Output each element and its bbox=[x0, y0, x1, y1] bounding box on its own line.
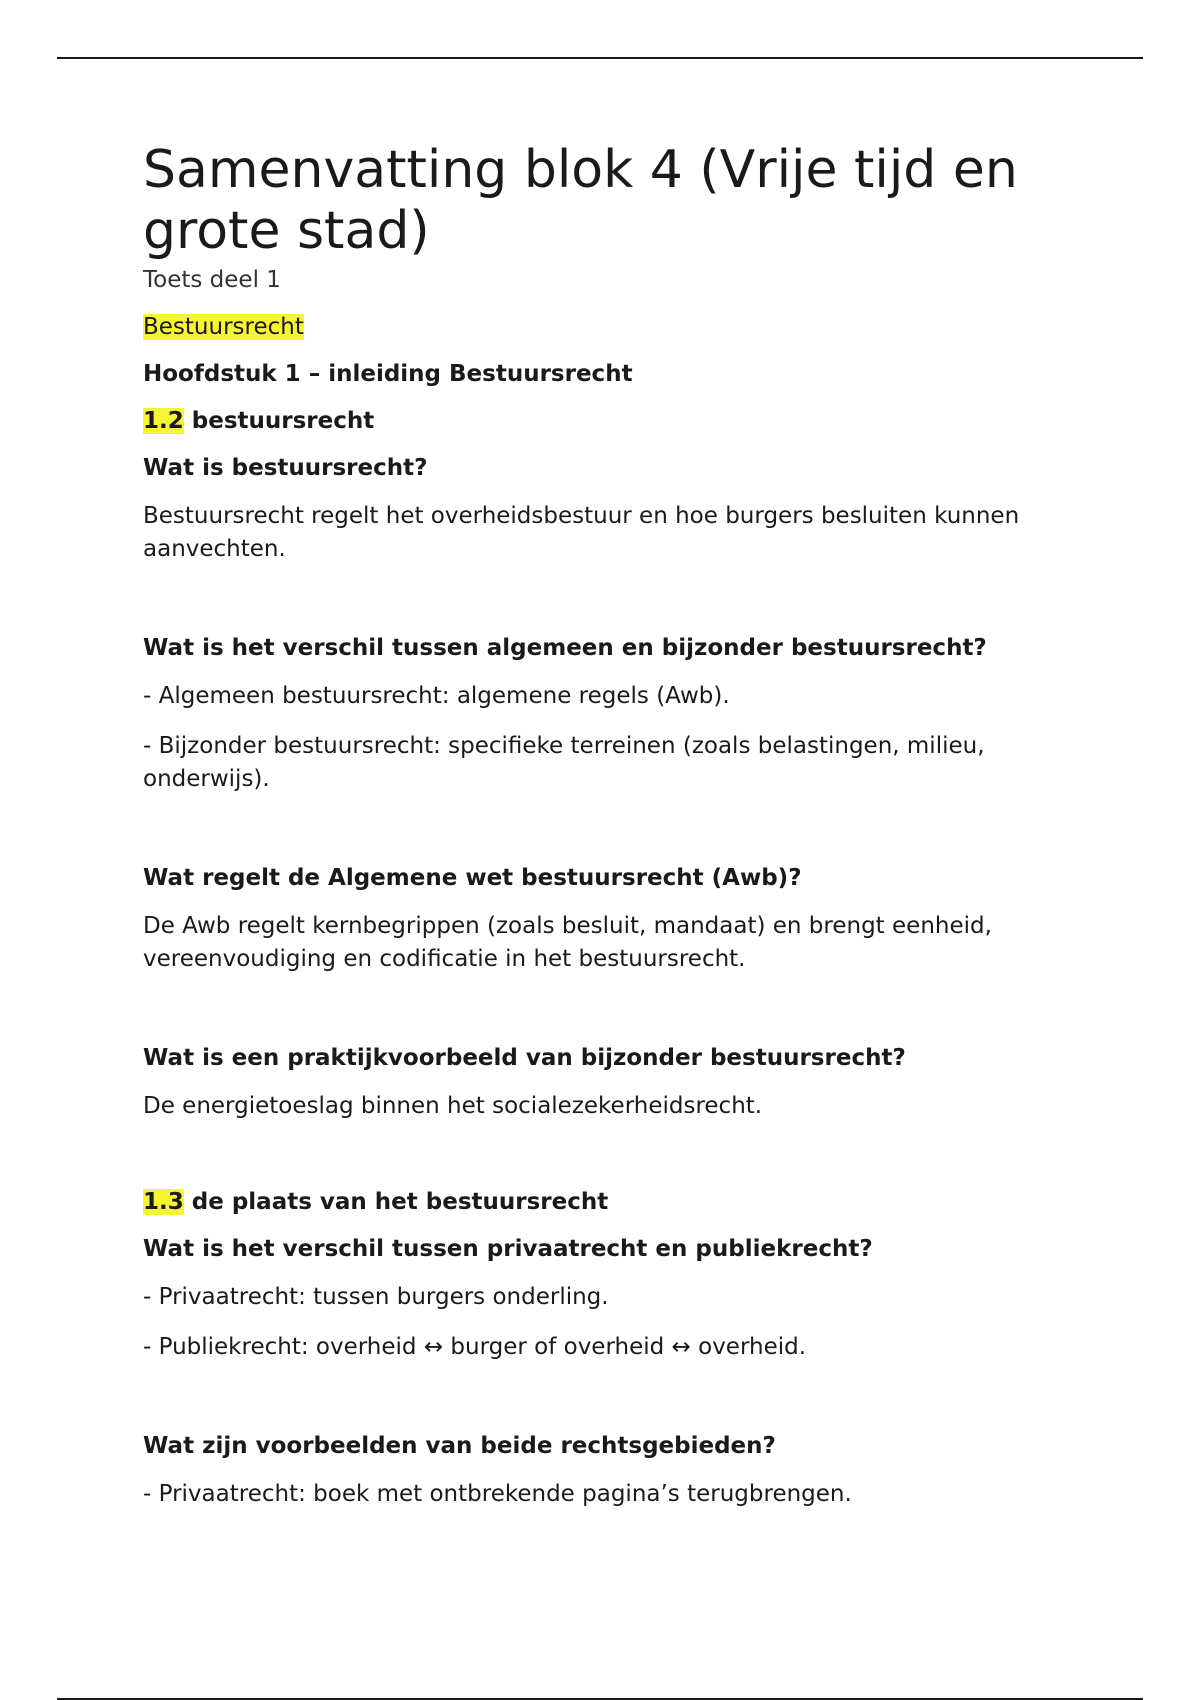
spacer bbox=[143, 796, 1073, 846]
question: Wat is een praktijkvoorbeeld van bijzonder bestuursrecht? bbox=[143, 1045, 906, 1071]
section-number-1-3: 1.3 bbox=[143, 1189, 184, 1215]
question: Wat is het verschil tussen algemeen en bijzonder bestuursrecht? bbox=[143, 635, 987, 661]
section-number-1-2: 1.2 bbox=[143, 408, 184, 434]
spacer bbox=[143, 1123, 1073, 1170]
section-heading-1-2 bbox=[143, 406, 1073, 436]
question: Wat regelt de Algemene wet bestuursrecht (Awb)? bbox=[143, 865, 802, 891]
section-heading-1-3 bbox=[143, 1187, 1073, 1217]
answer: - Bijzonder bestuursrecht: specifieke terreinen (zoals belastingen, milieu, onderwijs). bbox=[143, 733, 985, 792]
document-title: Samenvatting blok 4 (Vrije tijd en grote stad) bbox=[143, 140, 1018, 261]
answer: - Privaatrecht: tussen burgers onderling. bbox=[143, 1284, 609, 1310]
answer: De energietoeslag binnen het socialezekerheidsrecht. bbox=[143, 1093, 763, 1119]
section-title-1-2: bestuursrecht bbox=[183, 408, 375, 434]
answer: De Awb regelt kernbegrippen (zoals besluit, mandaat) en brengt eenheid, vereenvoudiging en codificatie in het bestuursrecht. bbox=[143, 913, 992, 972]
answer: - Privaatrecht: boek met ontbrekende pagina’s terugbrengen. bbox=[143, 1481, 852, 1507]
top-rule bbox=[57, 57, 1143, 59]
section-label-highlight: Bestuursrecht bbox=[143, 314, 304, 340]
answer: - Algemeen bestuursrecht: algemene regels (Awb). bbox=[143, 683, 730, 709]
document-subtitle: Toets deel 1 bbox=[143, 267, 281, 293]
question: Wat is het verschil tussen privaatrecht en publiekrecht? bbox=[143, 1236, 873, 1262]
spacer bbox=[143, 1364, 1073, 1414]
spacer bbox=[143, 566, 1073, 616]
section-label bbox=[143, 312, 1073, 342]
spacer bbox=[143, 976, 1073, 1026]
question: Wat zijn voorbeelden van beide rechtsgebieden? bbox=[143, 1433, 776, 1459]
answer: - Publiekrecht: overheid ↔ burger of overheid ↔ overheid. bbox=[143, 1334, 807, 1360]
section-title-1-3: de plaats van het bestuursrecht bbox=[183, 1189, 609, 1215]
document-page bbox=[143, 140, 1073, 1511]
answer: Bestuursrecht regelt het overheidsbestuur en hoe burgers besluiten kunnen aanvechten. bbox=[143, 503, 1020, 562]
question: Wat is bestuursrecht? bbox=[143, 455, 428, 481]
chapter-heading: Hoofdstuk 1 – inleiding Bestuursrecht bbox=[143, 361, 633, 387]
